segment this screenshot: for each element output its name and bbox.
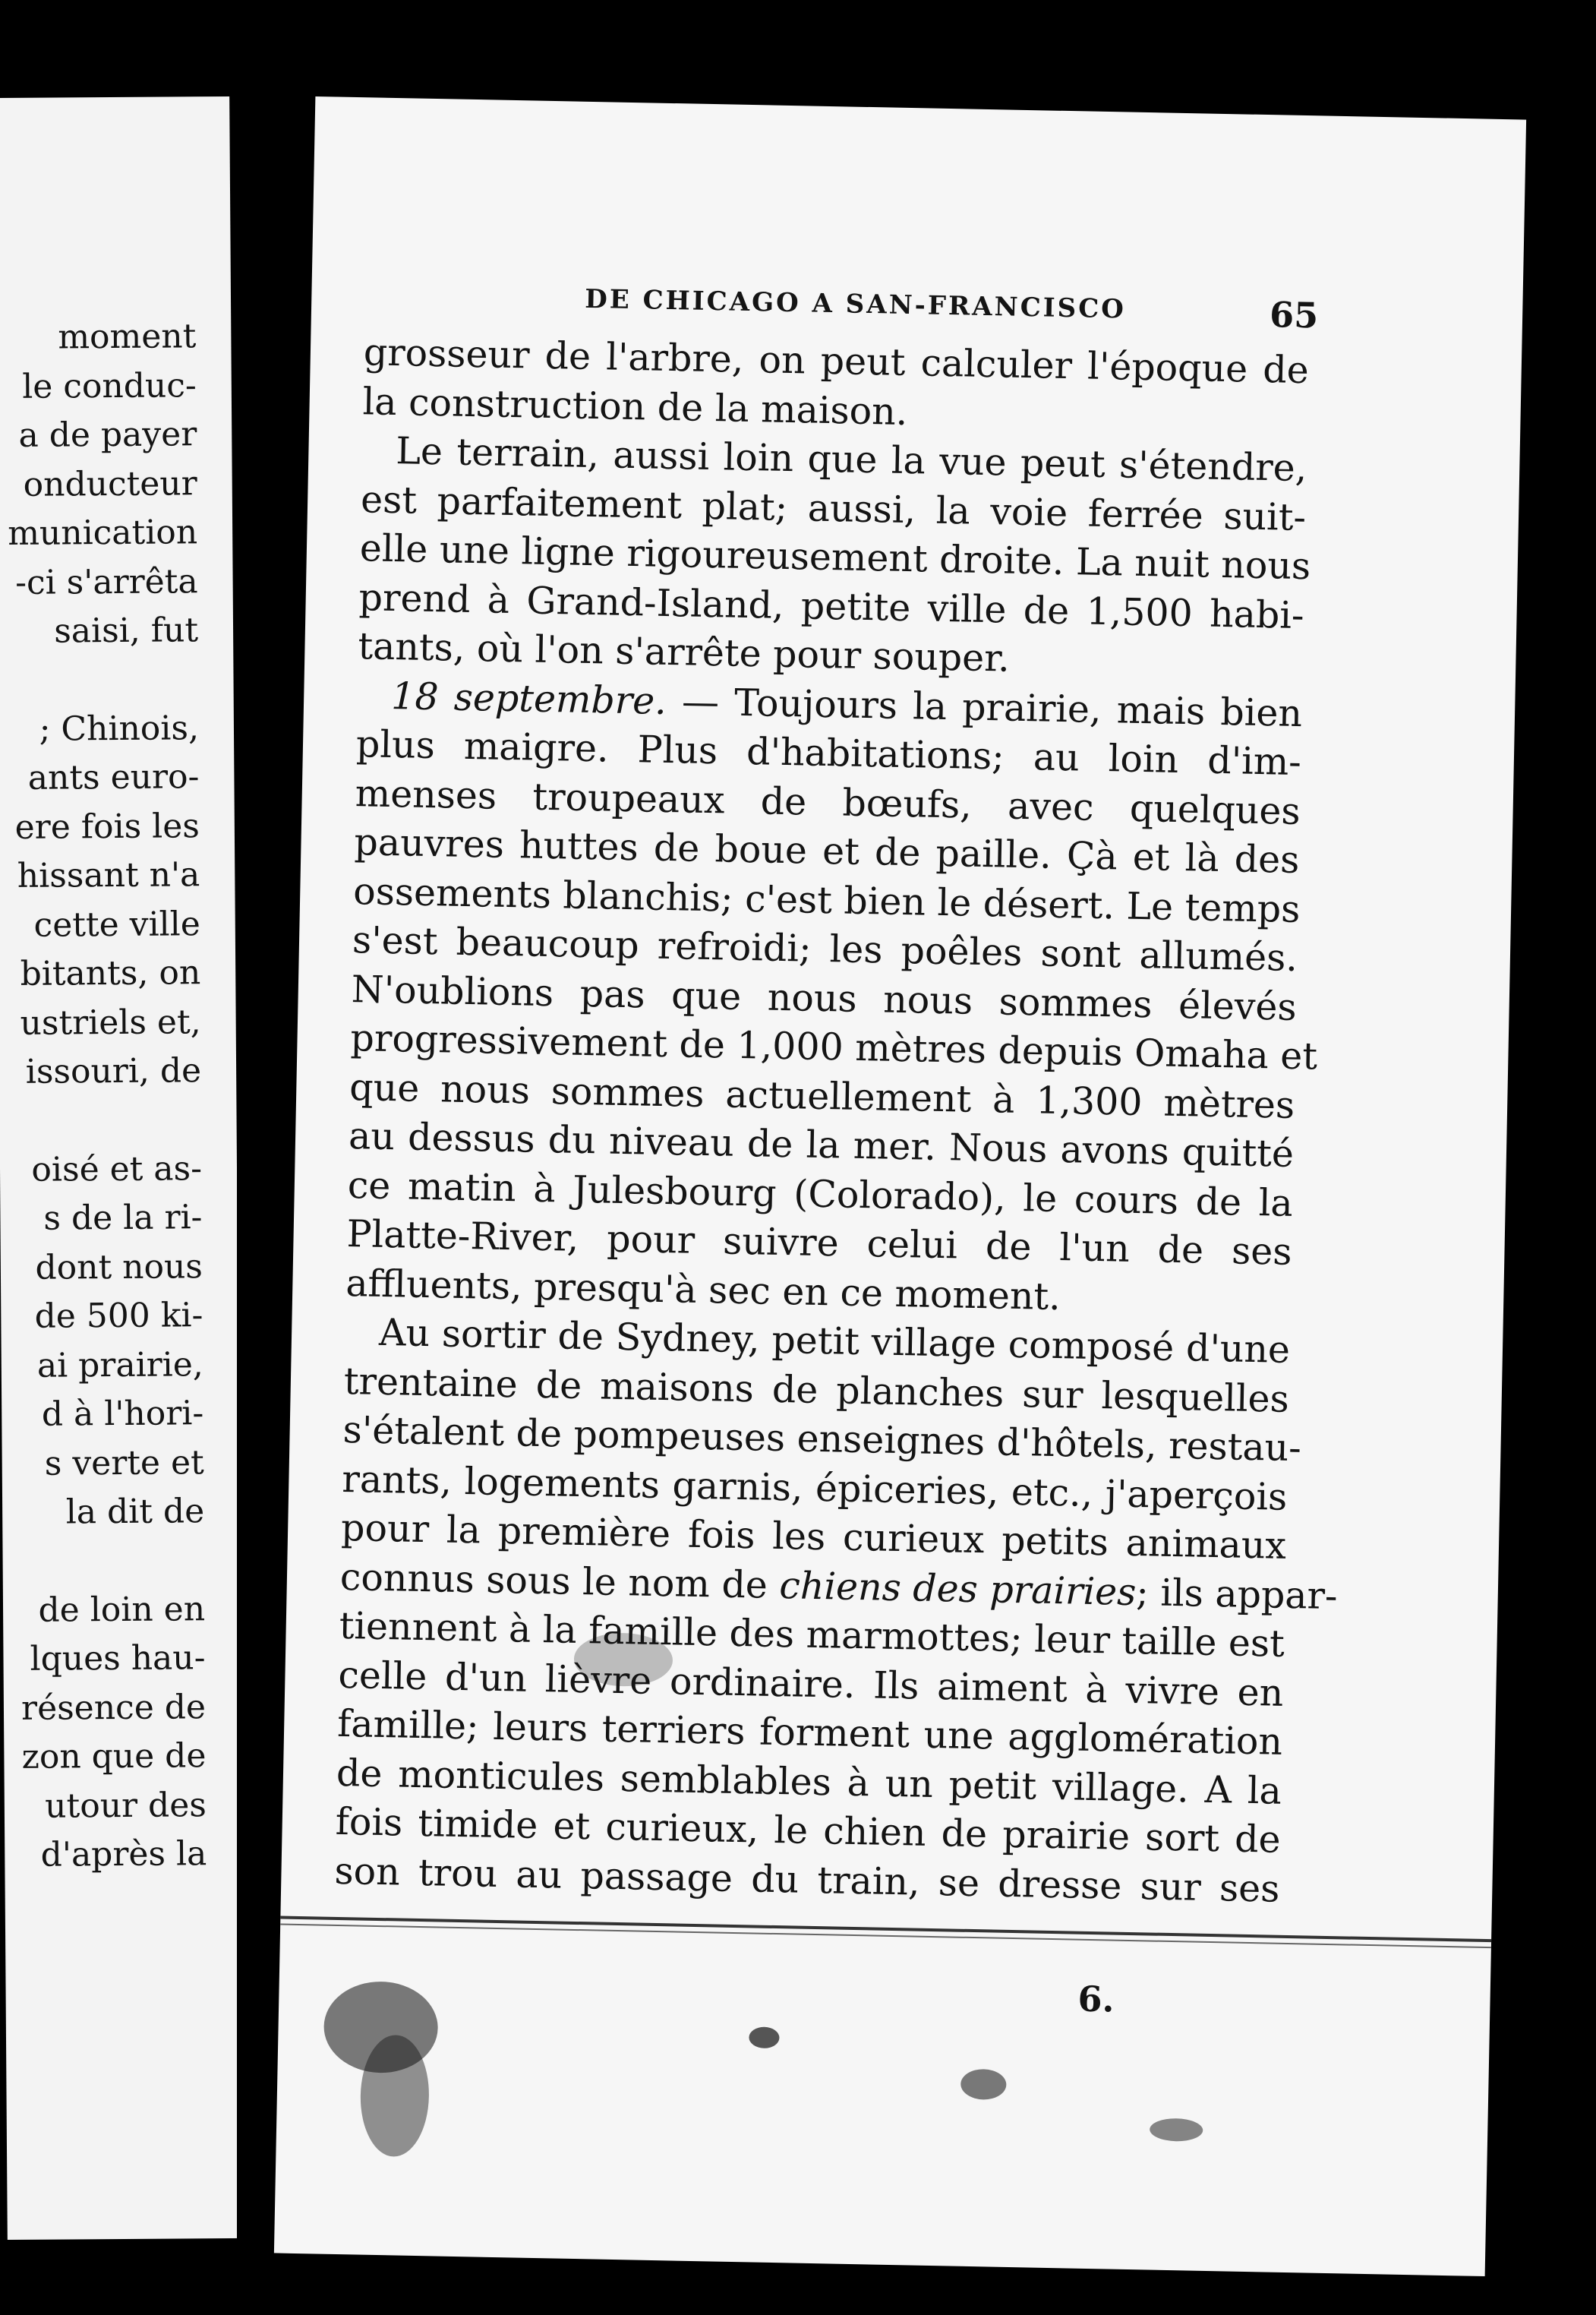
text-run: ce matin à Julesbourg (Colorado), le cours de la bbox=[347, 1163, 1294, 1225]
ink-blot bbox=[1150, 2118, 1203, 2142]
text-run: s'étalent de pompeuses enseignes d'hôtels, restau- bbox=[342, 1407, 1302, 1470]
text-run: pour la première fois les curieux petits animaux bbox=[340, 1505, 1287, 1568]
left-page-line bbox=[0, 655, 199, 706]
text-run: Platte-River, pour suivre celui de l'un de ses bbox=[346, 1212, 1292, 1274]
text-run: au dessus du niveau de la mer. Nous avons quitté bbox=[348, 1114, 1295, 1176]
text-run: rants, logements garnis, épiceries, etc., j'aperçois bbox=[341, 1457, 1288, 1519]
left-page-line: cette ville bbox=[33, 904, 200, 945]
left-page-line: munication bbox=[8, 513, 198, 553]
text-run: ; ils appar- bbox=[1135, 1570, 1339, 1618]
italic-term: chiens des prairies bbox=[778, 1563, 1137, 1614]
text-run: connus sous le nom de bbox=[339, 1555, 781, 1607]
left-page-line: utour des bbox=[45, 1785, 207, 1826]
text-run: N'oublions pas que nous nous sommes élevés bbox=[351, 967, 1298, 1029]
text-run: Au sortir de Sydney, petit village composé d'une bbox=[378, 1310, 1291, 1372]
text-run: famille; leurs terriers forment une agglomération bbox=[336, 1701, 1283, 1764]
ink-blot bbox=[359, 2035, 430, 2158]
left-page-text bbox=[0, 312, 207, 1880]
book-page bbox=[274, 96, 1526, 2276]
text-run: son trou au passage du train, se dresse sur ses bbox=[334, 1849, 1280, 1911]
text-run: progressivement de 1,000 mètres depuis Omaha et bbox=[350, 1016, 1318, 1079]
left-page-line: oisé et as- bbox=[31, 1148, 203, 1189]
text-run: prend à Grand-Island, petite ville de 1,500 habi- bbox=[358, 575, 1305, 637]
left-page-line: la dit de bbox=[65, 1492, 205, 1532]
left-page-line: -ci s'arrêta bbox=[14, 561, 198, 602]
text-run: grosseur de l'arbre, on peut calculer l'époque de bbox=[363, 330, 1310, 393]
text-run: tants, où l'on s'arrête pour souper. bbox=[357, 624, 1011, 681]
text-run: la construction de la maison. bbox=[362, 379, 908, 434]
left-page-line: hissant n'a bbox=[17, 855, 200, 895]
left-page-line bbox=[2, 1536, 204, 1587]
left-page-line: zon que de bbox=[21, 1736, 207, 1777]
page-number: 65 bbox=[1269, 294, 1319, 336]
left-page-line: s de la ri- bbox=[43, 1198, 203, 1238]
left-page-line: de 500 ki- bbox=[34, 1296, 203, 1336]
running-head: DE CHICAGO A SAN-FRANCISCO bbox=[584, 283, 1127, 325]
left-page-line: ustriels et, bbox=[20, 1002, 201, 1043]
text-run: plus maigre. Plus d'habitations; au loin d'im- bbox=[355, 722, 1302, 785]
left-page-line: ere fois les bbox=[14, 806, 200, 847]
text-run: de monticules semblables à un petit village. A la bbox=[336, 1751, 1282, 1813]
text-run: elle une ligne rigoureusement droite. La nuit nous bbox=[359, 526, 1311, 589]
text-run: affluents, presqu'à sec en ce moment. bbox=[345, 1261, 1061, 1319]
text-run: Le terrain, aussi loin que la vue peut s'étendre, bbox=[395, 429, 1307, 491]
left-page-line: onducteur bbox=[23, 463, 197, 504]
left-page-line: s verte et bbox=[44, 1442, 204, 1483]
left-page-line: issouri, de bbox=[25, 1051, 202, 1091]
text-run: menses troupeaux de bœufs, avec quelques bbox=[355, 771, 1301, 833]
text-run: — Toujours la prairie, mais bien bbox=[666, 679, 1303, 735]
left-page-line: moment bbox=[58, 317, 197, 357]
text-run: est parfaitement plat; aussi, la voie ferrée suit- bbox=[360, 477, 1307, 539]
left-page-line: d à l'hori- bbox=[41, 1394, 204, 1434]
left-page-line bbox=[0, 1096, 202, 1146]
left-page-line: résence de bbox=[21, 1687, 207, 1728]
text-run: celle d'un lièvre ordinaire. Ils aiment à vivre en bbox=[337, 1653, 1284, 1715]
left-page-fragment bbox=[0, 96, 244, 2240]
body-text bbox=[334, 328, 1339, 1914]
scan-rule-line bbox=[280, 1916, 1491, 1943]
text-run: que nous sommes actuellement à 1,300 mètres bbox=[349, 1065, 1295, 1127]
text-run: trentaine de maisons de planches sur lesquelles bbox=[343, 1359, 1290, 1421]
left-page-line: bitants, on bbox=[20, 953, 201, 993]
left-page-line: lques hau- bbox=[30, 1638, 206, 1679]
text-run: ossements blanchis; c'est bien le désert. Le temps bbox=[352, 869, 1301, 931]
left-page-line: de loin en bbox=[38, 1589, 206, 1630]
ink-blot bbox=[749, 2026, 780, 2048]
text-run: s'est beaucoup refroidi; les poêles sont allumés. bbox=[352, 918, 1298, 980]
date-heading: 18 septembre. bbox=[390, 674, 667, 723]
left-page-line: dont nous bbox=[35, 1246, 203, 1287]
signature-mark: 6. bbox=[1077, 1978, 1115, 2020]
left-page-line: d'après la bbox=[40, 1834, 207, 1874]
left-page-line: saisi, fut bbox=[54, 611, 199, 651]
left-page-line: le conduc- bbox=[22, 365, 197, 406]
left-page-line: ; Chinois, bbox=[39, 708, 200, 749]
ink-blot bbox=[960, 2069, 1007, 2100]
left-page-line: ai prairie, bbox=[36, 1344, 203, 1385]
text-run: pauvres huttes de boue et de paille. Çà et là des bbox=[354, 820, 1300, 883]
text-run: fois timide et curieux, le chien de prairie sort de bbox=[335, 1799, 1282, 1862]
text-run: tiennent à la famille des marmottes; leur taille est bbox=[339, 1603, 1285, 1666]
left-page-line: a de payer bbox=[18, 415, 197, 455]
left-page-line: ants euro- bbox=[27, 757, 200, 797]
